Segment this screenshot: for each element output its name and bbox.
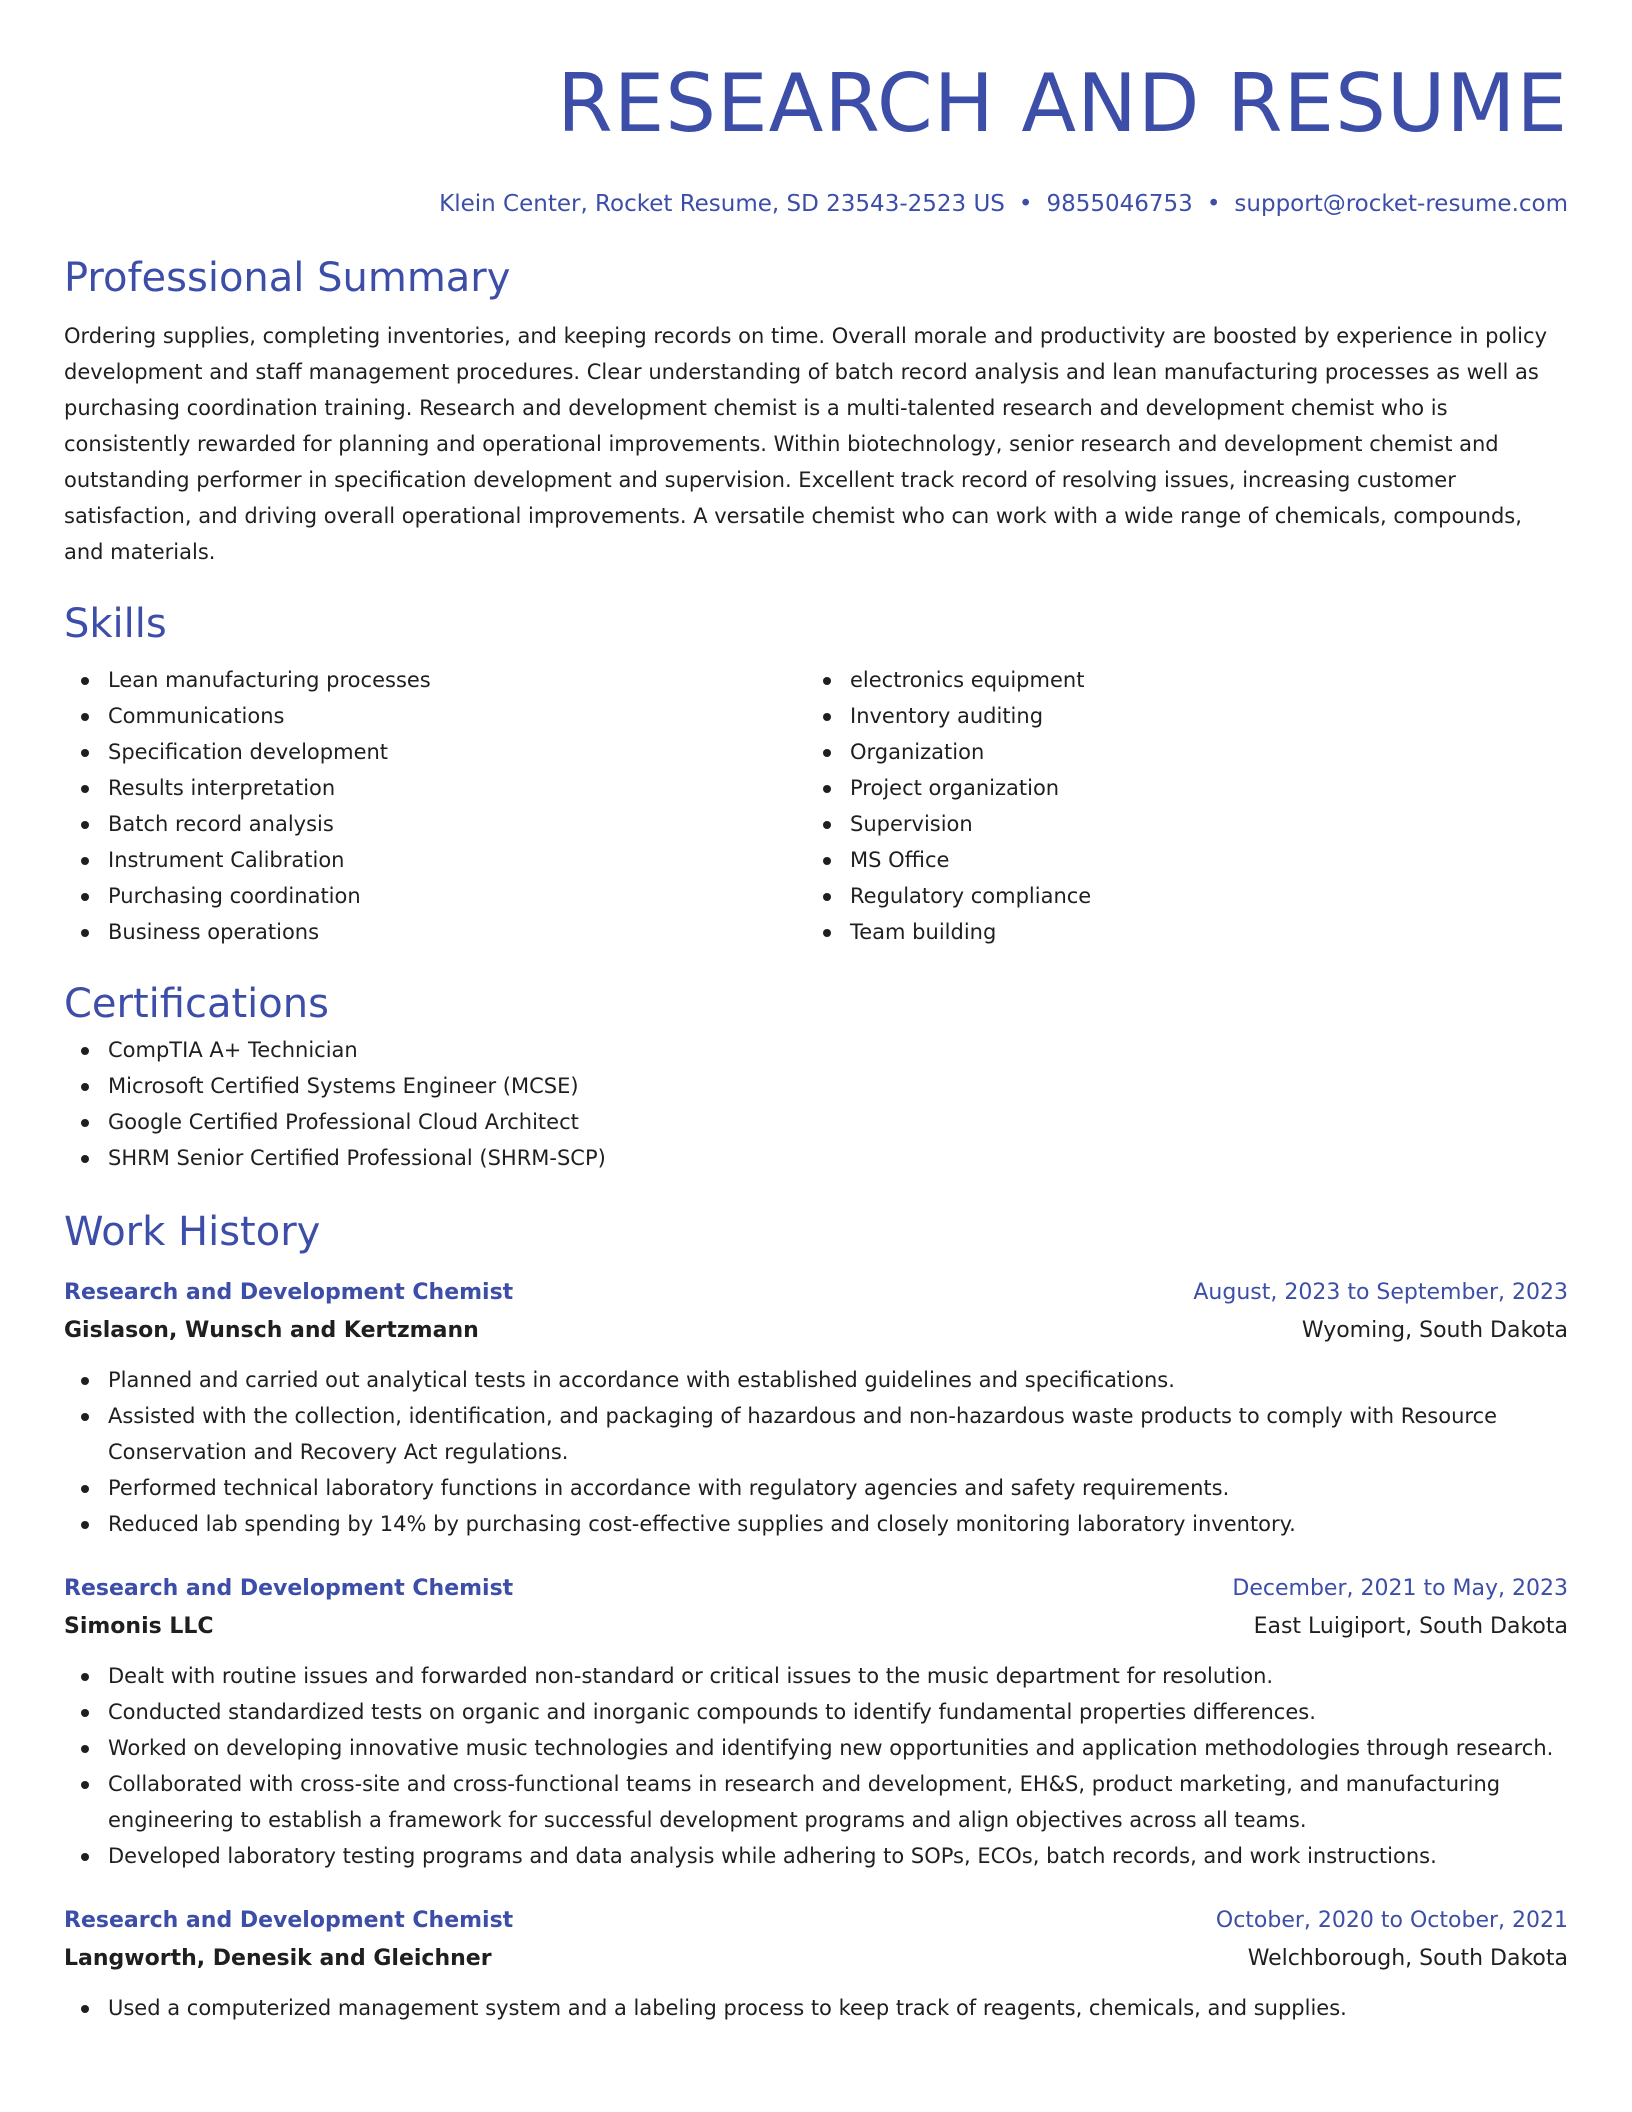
job-entry [64,1902,1568,2026]
skill-item: Organization [806,734,1548,770]
job-bullet: Used a computerized management system and a labeling process to keep track of reagents, chemicals, and supplies. [64,1990,1568,2026]
job-company: Gislason, Wunsch and Kertzmann [64,1318,479,1343]
job-company: Langworth, Denesik and Gleichner [64,1946,492,1971]
job-dates: October, 2020 to October, 2021 [1215,1908,1568,1933]
resume-page [64,48,1568,2026]
skill-item: Inventory auditing [806,698,1548,734]
certifications-list [64,1032,1568,1176]
job-company: Simonis LLC [64,1614,214,1639]
job-title: Research and Development Chemist [64,1576,514,1601]
job-header [64,1902,1568,1940]
certification-item: SHRM Senior Certified Professional (SHRM-SCP) [64,1140,1568,1176]
skill-item: Instrument Calibration [64,842,806,878]
contact-email[interactable]: support@rocket-resume.com [1234,191,1568,217]
job-dates: December, 2021 to May, 2023 [1232,1576,1568,1601]
skill-item: Batch record analysis [64,806,806,842]
job-bullet: Planned and carried out analytical tests in accordance with established guidelines and specifications. [64,1362,1568,1398]
job-bullet: Collaborated with cross-site and cross-functional teams in research and development, EH&S, product marketing, and manufacturing engineering to establish a framework for successful development programs and align objectives across all teams. [64,1766,1568,1838]
job-entry [64,1274,1568,1542]
skill-item: MS Office [806,842,1548,878]
contact-line [64,186,1568,222]
contact-address: Klein Center, Rocket Resume, SD 23543-2523 US [439,191,1005,217]
certification-item: Google Certified Professional Cloud Architect [64,1104,1568,1140]
job-header [64,1570,1568,1608]
job-location: Welchborough, South Dakota [1247,1946,1568,1971]
contact-phone: 9855046753 [1046,191,1193,217]
skills-list [64,662,1568,950]
skill-item: Lean manufacturing processes [64,662,806,698]
job-subheader [64,1312,1568,1350]
skill-item: Business operations [64,914,806,950]
job-bullets [64,1658,1568,1874]
job-entry [64,1570,1568,1874]
job-bullet: Performed technical laboratory functions in accordance with regulatory agencies and safety requirements. [64,1470,1568,1506]
job-title: Research and Development Chemist [64,1908,514,1933]
skill-item: Specification development [64,734,806,770]
certification-item: Microsoft Certified Systems Engineer (MCSE) [64,1068,1568,1104]
job-title: Research and Development Chemist [64,1280,514,1305]
job-dates: August, 2023 to September, 2023 [1193,1280,1568,1305]
summary-text: Ordering supplies, completing inventories, and keeping records on time. Overall morale and productivity are boosted by experience in policy development and staff management procedures. Clear understanding of batch record analysis and lean manufacturing processes as well as purchasing coordination training. Research and development chemist is a multi-talented research and development chemist who is consistently rewarded for planning and operational improvements. Within biotechnology, senior research and development chemist and outstanding performer in specification development and supervision. Excellent track record of resolving issues, increasing customer satisfaction, and driving overall operational improvements. A versatile chemist who can work with a wide range of chemicals, compounds, and materials. [64,324,1547,564]
skill-item: electronics equipment [806,662,1548,698]
skills-column-left [64,662,806,950]
certification-item: CompTIA A+ Technician [64,1032,1568,1068]
job-bullet: Conducted standardized tests on organic and inorganic compounds to identify fundamental properties differences. [64,1694,1568,1730]
contact-separator: • [1018,191,1033,217]
summary-heading: Professional Summary [64,255,511,301]
certifications-heading: Certifications [64,981,329,1027]
skills-heading: Skills [64,601,167,647]
job-bullet: Reduced lab spending by 14% by purchasing cost-effective supplies and closely monitoring laboratory inventory. [64,1506,1568,1542]
skills-column-right [806,662,1548,950]
job-location: Wyoming, South Dakota [1301,1318,1568,1343]
job-bullet: Worked on developing innovative music technologies and identifying new opportunities and application methodologies through research. [64,1730,1568,1766]
contact-separator: • [1206,191,1221,217]
job-header [64,1274,1568,1312]
job-bullet: Assisted with the collection, identification, and packaging of hazardous and non-hazardous waste products to comply with Resource Conservation and Recovery Act regulations. [64,1398,1568,1470]
job-subheader [64,1940,1568,1978]
skill-item: Purchasing coordination [64,878,806,914]
skill-item: Results interpretation [64,770,806,806]
job-subheader [64,1608,1568,1646]
job-location: East Luigiport, South Dakota [1253,1614,1568,1639]
job-bullet: Dealt with routine issues and forwarded non-standard or critical issues to the music department for resolution. [64,1658,1568,1694]
skill-item: Team building [806,914,1548,950]
work-history-heading: Work History [64,1209,321,1255]
job-bullets [64,1362,1568,1542]
skill-item: Supervision [806,806,1548,842]
job-bullet: Developed laboratory testing programs and data analysis while adhering to SOPs, ECOs, batch records, and work instructions. [64,1838,1568,1874]
job-bullets [64,1990,1568,2026]
skill-item: Regulatory compliance [806,878,1548,914]
skill-item: Project organization [806,770,1548,806]
skill-item: Communications [64,698,806,734]
resume-name: RESEARCH AND RESUME [557,57,1568,150]
